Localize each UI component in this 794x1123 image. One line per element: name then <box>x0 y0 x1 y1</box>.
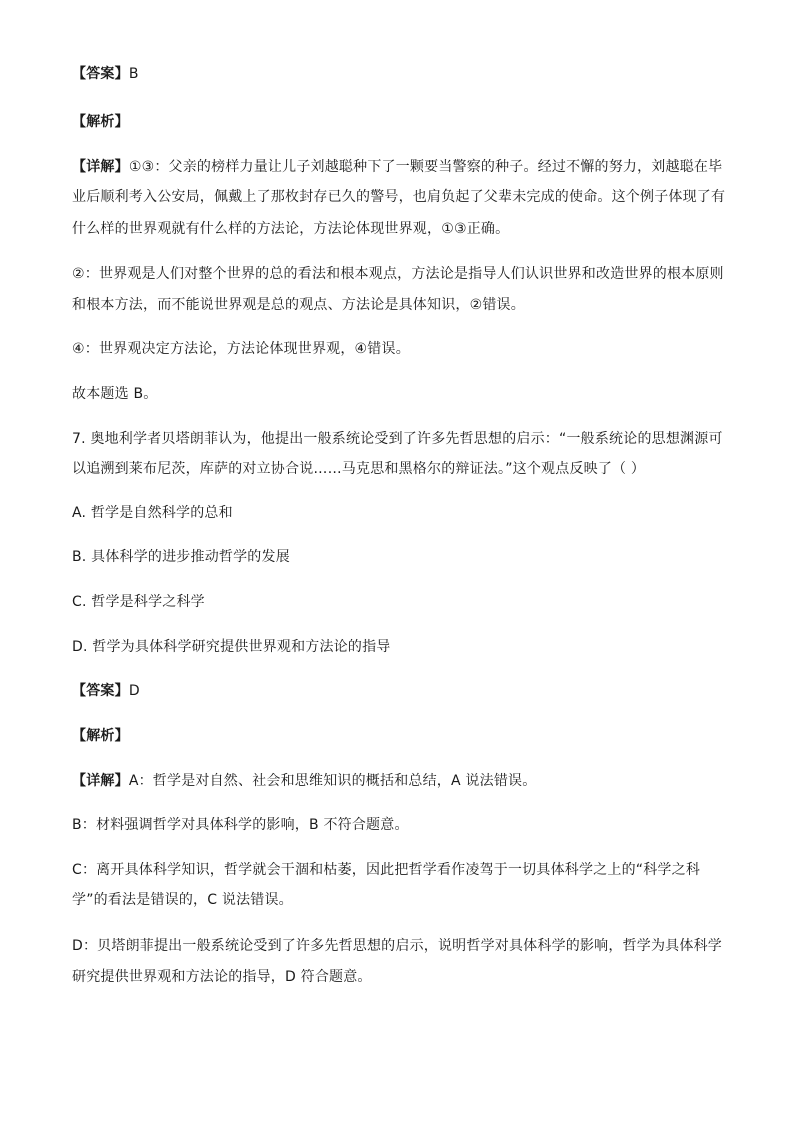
detail-para-b: B：材料强调哲学对具体科学的影响，B 不符合题意。 <box>72 817 409 833</box>
analysis-tag-1: 【解析】 <box>72 114 129 130</box>
detail-para1-text: ①③：父亲的榜样力量让儿子刘越聪种下了一颗要当警察的种子。经过不懈的努力，刘越聪在毕 <box>128 159 723 175</box>
answer-line-1 <box>72 64 139 84</box>
detail-para-a <box>72 771 536 791</box>
detail-para-c-line1: C：离开具体科学知识，哲学就会干涸和枯萎，因此把哲学看作凌驾于一切具体科学之上的“科学之科 <box>72 862 701 878</box>
option-d: D. 哲学为具体科学研究提供世界观和方法论的指导 <box>72 639 391 655</box>
option-a: A. 哲学是自然科学的总和 <box>72 505 233 521</box>
detail-para3: ④：世界观决定方法论，方法论体现世界观，④错误。 <box>72 341 410 357</box>
answer-value: B <box>128 66 139 82</box>
detail-para1-line1 <box>72 157 722 177</box>
detail-para-c-line2: 学”的看法是错误的，C 说法错误。 <box>72 892 293 908</box>
answer-tag: 【答案】 <box>72 66 129 82</box>
detail-para2-line1: ②：世界观是人们对整个世界的总的看法和根本观点，方法论是指导人们认识世界和改造世界的根本原则 <box>72 266 724 282</box>
detail-para-d-line1: D：贝塔朗菲提出一般系统论受到了许多先哲思想的启示，说明哲学对具体科学的影响，哲学为具体科学 <box>72 938 722 954</box>
answer-line-2 <box>72 681 140 701</box>
detail-para-d-line2: 研究提供世界观和方法论的指导，D 符合题意。 <box>72 969 372 985</box>
detail-para1-line2: 业后顺利考入公安局，佩戴上了那枚封存已久的警号，也肩负起了父辈未完成的使命。这个例子体现了有 <box>72 189 726 205</box>
detail-para-a-text: A：哲学是对自然、社会和思维知识的概括和总结，A 说法错误。 <box>128 773 537 789</box>
detail-tag: 【详解】 <box>72 159 129 175</box>
detail-tag: 【详解】 <box>72 773 129 789</box>
question7-stem-line1: 7. 奥地利学者贝塔朗菲认为，他提出一般系统论受到了许多先哲思想的启示：“一般系统论的思想渊源可 <box>72 431 723 447</box>
detail-para1-line3: 什么样的世界观就有什么样的方法论，方法论体现世界观，①③正确。 <box>72 221 510 237</box>
option-b: B. 具体科学的进步推动哲学的发展 <box>72 549 290 565</box>
detail-para2-line2: 和根本方法，而不能说世界观是总的观点、方法论是具体知识，②错误。 <box>72 297 525 313</box>
analysis-tag-2: 【解析】 <box>72 728 129 744</box>
conclusion-line: 故本题选 B。 <box>72 386 158 402</box>
answer-tag: 【答案】 <box>72 683 129 699</box>
answer-value: D <box>128 683 140 699</box>
question7-stem-line2: 以追溯到莱布尼茨，库萨的对立协合说……马克思和黑格尔的辩证法。”这个观点反映了（ ） <box>72 461 646 477</box>
option-c: C. 哲学是科学之科学 <box>72 594 205 610</box>
